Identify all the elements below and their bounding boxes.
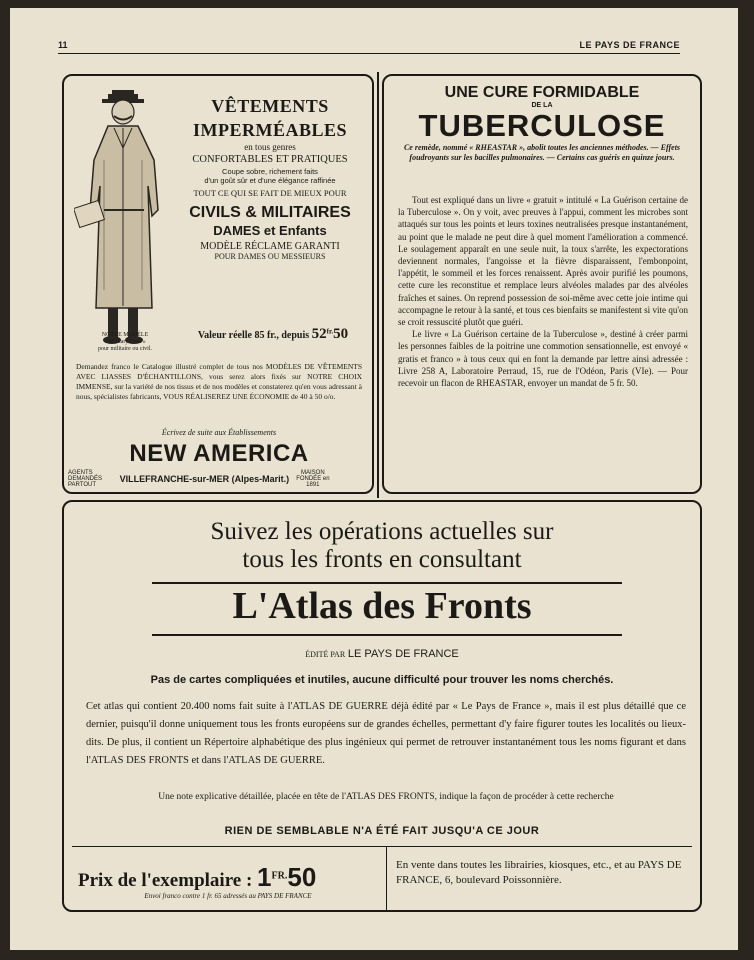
value-price-line bbox=[176, 326, 370, 343]
title-rule-bottom bbox=[152, 634, 622, 636]
price-divider bbox=[386, 846, 387, 910]
value-cents: 50 bbox=[333, 326, 349, 342]
line-pour-dames: POUR DAMES OU MESSIEURS bbox=[214, 252, 326, 261]
model-caption-3: pour militaire ou civil. bbox=[98, 346, 152, 352]
headline-tuberculose: TUBERCULOSE bbox=[418, 108, 666, 143]
atlas-body: Cet atlas qui contient 20.400 noms fait suite à l'ATLAS DE GUERRE déjà édité par « Le Pays de France », mais il est plus détaillé que ce dernier, puisqu'il donne uniquement tous les fronts européens sur de grandes échelles, permettant d'y faire figurer toutes les localités ou lieux-dits. De plus, il contient un Répertoire alphabétique des plus ingénieux qui permet de retrouver instantanément tous les noms figurant et dans l'ATLAS DES FRONTS et dans l'ATLAS DE GUERRE. bbox=[86, 701, 686, 766]
page-header bbox=[58, 38, 680, 52]
military-coat-figure-illustration bbox=[74, 90, 174, 348]
price-rule bbox=[72, 846, 692, 847]
publisher-name: LE PAYS DE FRANCE bbox=[347, 648, 459, 660]
line-coupe-2: d'un goût sûr et d'une élégance raffinée bbox=[204, 176, 336, 185]
line-civils-militaires: CIVILS & MILITAIRES bbox=[189, 204, 351, 221]
tuberculosis-paragraph-2: Le livre « La Guérison certaine de la Tuberculose », destiné à créer parmi les personnes faibles de la poitrine une commotion sensationnelle, est envoyé « gratis et franco » à tous ceux qui en font la demande par lettre ainsi adressée : Livre 258 A, Laboratoire Perraud, 15, rue de l'Odéon, Paris (VIe). — Pour recevoir un flacon de RHEASTAR, envoyer un mandat de 5 fr. 50. bbox=[398, 329, 688, 389]
sale-locations: En vente dans toutes les librairies, kiosques, etc., et au PAYS DE FRANCE, 6, boulevard Poissonnière. bbox=[396, 859, 682, 886]
headline-cure: UNE CURE FORMIDABLE bbox=[444, 84, 640, 101]
atlas-note: Une note explicative détaillée, placée en tête de l'ATLAS DES FRONTS, indique la façon de procéder à cette recherche bbox=[158, 792, 614, 802]
headline-de-la: DE LA bbox=[531, 102, 553, 109]
tuberculosis-headline-block bbox=[384, 84, 700, 163]
model-caption bbox=[72, 332, 178, 353]
header-rule bbox=[58, 53, 680, 54]
tuberculosis-paragraph-1: Tout est expliqué dans un livre « gratuit » intitulé « La Guérison certaine de la Tuberculose ». On y voit, avec preuves à l'appui, comment les microbes sont attaqués sur tous les points et leurs toxines neutralisées presque instantanément, au point que le malade ne peut dire à quel moment l'amélioration a commencé. Le soulagement apparaît en une seule nuit, la toux s'arrête, les expectorations deviennent normales, l'angoisse et la fièvre disparaissent, l'embonpoint, l'appétit, le sommeil et les forces renaissent. Après avoir purifié les poumons, cette cure les reconstitue et remplace leurs alvéoles malades par des alvéoles fraîches et saines. On reprend possession de soi-même avec cette joie intime qui accompagne le retour à la santé, et tous ces bienfaits se manifestent si vite qu'on se croit ressuscité plutôt que guéri. bbox=[398, 195, 688, 328]
line-dames-enfants: DAMES et Enfants bbox=[213, 223, 327, 238]
tuberculosis-body bbox=[398, 194, 688, 389]
subtitle-en-tous-genres: en tous genres bbox=[244, 142, 296, 152]
atlas-heading-line-1: Suivez les opérations actuelles sur bbox=[210, 518, 554, 545]
line-modele-reclame: MODÈLE RÉCLAME GARANTI bbox=[200, 241, 340, 252]
catalogue-body-text: Demandez franco le Catalogue illustré complet de tous nos MODÈLES DE VÊTEMENTS AVEC LIASSES D'ÉCHANTILLONS, vous serez alors fixés sur NOTRE CHOIX IMMENSE, sur la variété de nos tissus et de nos modèles et constaterez qu'en vous adressant à nous, spécialistes fabricants, VOUS RÉALISEREZ UNE ÉCONOMIE de 40 à 50 o/o. bbox=[76, 362, 362, 401]
model-caption-2: « Military Coat » bbox=[104, 339, 146, 345]
line-coupe-1: Coupe sobre, richement faits bbox=[222, 167, 318, 176]
raincoat-advertisement bbox=[62, 74, 374, 494]
column-divider bbox=[377, 72, 379, 498]
publication-title: LE PAYS DE FRANCE bbox=[579, 40, 680, 50]
line-tout: TOUT CE QUI SE FAIT DE MIEUX POUR bbox=[193, 188, 347, 198]
shipping-note: Envoi franco contre 1 fr. 65 adressés au PAYS DE FRANCE bbox=[144, 892, 312, 900]
rien-de-semblable: RIEN DE SEMBLABLE N'A ÉTÉ FAIT JUSQU'A CE JOUR bbox=[224, 825, 540, 837]
atlas-title: L'Atlas des Fronts bbox=[232, 585, 532, 627]
headline-subline: Ce remède, nommé « RHEASTAR », abolit toutes les anciennes méthodes. — Effets foudroyants sur les bacilles pulmonaires. — Certains cas guéris en quinze jours. bbox=[403, 143, 681, 162]
newspaper-page bbox=[10, 8, 738, 950]
line-confortables: CONFORTABLES ET PRATIQUES bbox=[192, 154, 348, 165]
title-impermeables: IMPERMÉABLES bbox=[192, 120, 348, 140]
price-cents: 50 bbox=[287, 862, 317, 892]
value-price: 52 bbox=[311, 326, 327, 342]
raincoat-ad-text bbox=[172, 94, 368, 261]
value-text: Valeur réelle 85 fr., depuis bbox=[197, 330, 310, 341]
tuberculosis-advertisement bbox=[382, 74, 702, 494]
model-caption-1: NOTRE MODÈLE bbox=[101, 332, 149, 338]
agents-demandes: AGENTS DEMANDÉS PARTOUT bbox=[68, 470, 103, 488]
address-line bbox=[68, 470, 370, 488]
brand-new-america: NEW AMERICA bbox=[129, 440, 309, 467]
atlas-heading-line-2: tous les fronts en consultant bbox=[242, 546, 522, 573]
price-label: Prix de l'exemplaire : bbox=[78, 870, 253, 891]
atlas-lead: Pas de cartes compliquées et inutiles, aucune difficulté pour trouver les noms cherchés. bbox=[150, 674, 614, 686]
price-amount: 1 bbox=[257, 862, 272, 892]
title-vetements: VÊTEMENTS bbox=[211, 96, 329, 116]
page-number: 11 bbox=[58, 40, 68, 50]
write-line: Écrivez de suite aux Établissements bbox=[161, 428, 277, 437]
price-unit: FR. bbox=[271, 870, 288, 882]
value-unit: fr. bbox=[326, 327, 334, 336]
price-line bbox=[78, 862, 378, 893]
atlas-advertisement bbox=[62, 500, 702, 912]
edited-by-line bbox=[64, 648, 700, 660]
atlas-heading bbox=[64, 518, 700, 574]
maison-fondee: MAISON FONDÉE en 1891 bbox=[296, 470, 330, 488]
city-line: VILLEFRANCHE-sur-MER (Alpes-Marit.) bbox=[119, 474, 290, 484]
edited-by-label: ÉDITÉ PAR bbox=[305, 650, 346, 659]
